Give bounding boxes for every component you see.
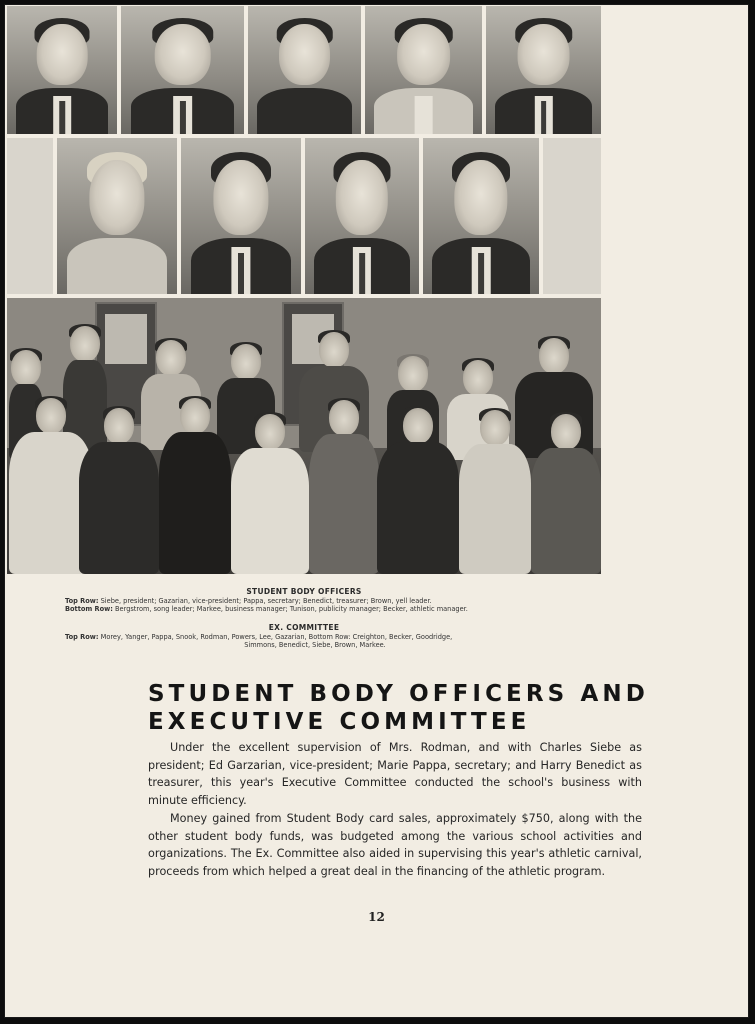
portrait-photo bbox=[121, 6, 244, 134]
row-label: Bottom Row: bbox=[65, 605, 113, 613]
committee-caption-title: EX. COMMITTEE bbox=[268, 623, 340, 632]
article-paragraph: Money gained from Student Body card sales, approximately $750, along with the other student body funds, was budgeted among the various school activities and organizations. The Ex. Committee also aided in supervising this year's athletic carnival, proceeds from which helped a great deal in the financing of the athletic program. bbox=[148, 812, 642, 878]
row-names: Morey, Yanger, Pappa, Snook, Rodman, Powers, Lee, Gazarian, Bottom Row: Creighton, Becker, Goodridge, bbox=[100, 633, 453, 641]
committee-caption-line1 bbox=[65, 633, 565, 641]
photo-border bbox=[7, 138, 53, 294]
row-label: Top Row: bbox=[65, 597, 99, 605]
committee-caption-line2: Simmons, Benedict, Siebe, Brown, Markee. bbox=[244, 641, 386, 649]
row-names: Bergstrom, song leader; Markee, business manager; Tunison, publicity manager; Becker, athletic manager. bbox=[115, 605, 468, 613]
row-names: Siebe, president; Gazarian, vice-president; Pappa, secretary; Benedict, treasurer; Brown, yell leader. bbox=[100, 597, 432, 605]
page-number: 12 bbox=[368, 910, 385, 924]
article-heading-line2: EXECUTIVE COMMITTEE bbox=[148, 709, 531, 735]
officers-caption-bottom-row bbox=[65, 605, 565, 613]
portrait-photo bbox=[57, 138, 177, 294]
row-label: Top Row: bbox=[65, 633, 99, 641]
group-photo bbox=[7, 298, 601, 574]
portrait-photo bbox=[305, 138, 419, 294]
portrait-photo bbox=[423, 138, 539, 294]
officers-caption-title: STUDENT BODY OFFICERS bbox=[246, 587, 362, 596]
yearbook-page bbox=[4, 4, 749, 1018]
portrait-photo bbox=[486, 6, 601, 134]
portrait-photo bbox=[248, 6, 361, 134]
photo-border bbox=[543, 138, 601, 294]
portrait-photo bbox=[181, 138, 301, 294]
article-paragraph: Under the excellent supervision of Mrs. Rodman, and with Charles Siebe as president; Ed Garzarian, vice-president; Marie Pappa, secretary; and Harry Benedict as treasurer, this year's Executive Committee conducted the school's business with minute efficiency. bbox=[148, 741, 642, 807]
officers-caption-top-row bbox=[65, 597, 565, 605]
article-heading-line1: STUDENT BODY OFFICERS AND bbox=[148, 681, 649, 707]
portrait-photo bbox=[7, 6, 117, 134]
portrait-photo bbox=[365, 6, 482, 134]
